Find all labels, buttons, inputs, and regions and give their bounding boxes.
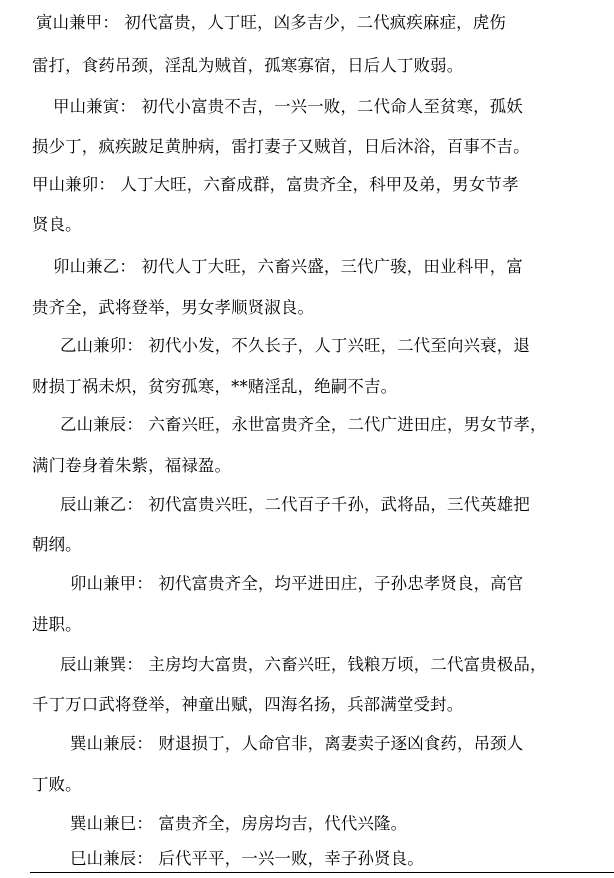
entry-line-1: 寅山兼甲： 初代富贵，人丁旺，凶多吉少，二代疯疾麻症，虎伤 [36, 13, 506, 32]
bottom-divider [30, 872, 614, 873]
entry-line-1: 辰山兼乙： 初代富贵兴旺，二代百子千孙，武将品，三代英雄把 [60, 495, 530, 514]
entry-line-2: 损少丁，疯疾跛足黄肿病，雷打妻子又贼首，日后沐浴，百事不吉。 [32, 137, 530, 156]
entry-line-1: 辰山兼巽： 主房均大富贵，六畜兴旺，钱粮万顷，二代富贵极品， [60, 655, 547, 674]
entry-line-2: 千丁万口武将登举，神童出赋，四海名扬，兵部满堂受封。 [32, 695, 464, 714]
entry-line-1: 乙山兼辰： 六畜兴旺，永世富贵齐全，二代广进田庄，男女节孝， [60, 415, 547, 434]
entry-line-2: 贤良。 [32, 215, 82, 234]
entry-line-1: 巽山兼辰： 财退损丁，人命官非，离妻卖子逐凶食药，吊颈人 [70, 734, 524, 753]
entry-line-2: 财损丁祸未炽，贫穷孤寒，**赌淫乱，绝嗣不吉。 [32, 377, 398, 396]
entry-line-1: 巽山兼巳： 富贵齐全，房房均吉，代代兴隆。 [70, 814, 408, 833]
entry-line-2: 朝纲。 [32, 535, 82, 554]
entry-line-1: 甲山兼寅： 初代小富贵不吉，一兴一败，二代命人至贫寒，孤妖 [53, 97, 523, 116]
entry-line-1: 巳山兼辰： 后代平平，一兴一败，幸子孙贤良。 [70, 849, 424, 868]
entry-line-2: 贵齐全，武将登举，男女孝顺贤淑良。 [32, 298, 315, 317]
entry-line-1: 乙山兼卯： 初代小发，不久长子，人丁兴旺，二代至向兴衰，退 [60, 336, 530, 355]
entry-line-2: 丁败。 [32, 775, 82, 794]
entry-line-1: 卯山兼乙： 初代人丁大旺，六畜兴盛，三代广骏，田业科甲，富 [53, 257, 523, 276]
entry-line-2: 满门卷身着朱紫，福禄盈。 [32, 456, 232, 475]
entry-line-1: 卯山兼甲： 初代富贵齐全，均平进田庄，子孙忠孝贤良，高官 [70, 574, 524, 593]
entry-line-2: 进职。 [32, 615, 82, 634]
entry-line-2: 雷打，食药吊颈，淫乱为贼首，孤寒寡宿，日后人丁败弱。 [32, 56, 464, 75]
entry-line-1: 甲山兼卯： 人丁大旺，六畜成群，富贵齐全，科甲及弟，男女节孝 [32, 175, 519, 194]
